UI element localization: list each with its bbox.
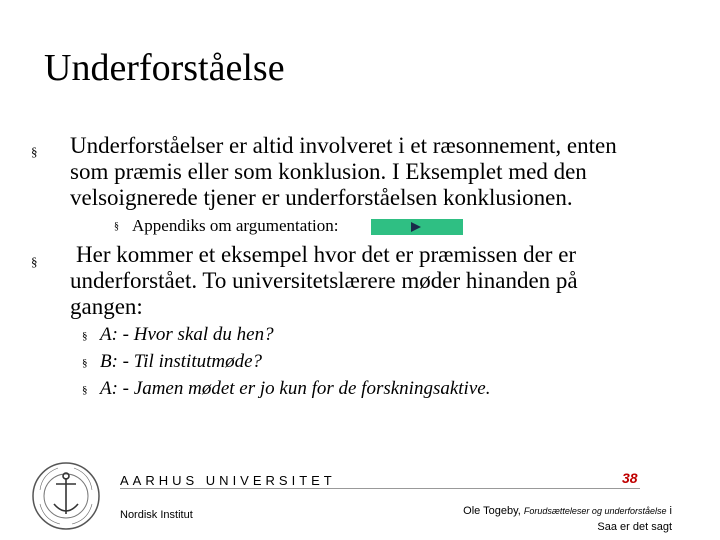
bullet-2-line-3: gangen: [70, 294, 143, 319]
bullet-icon: § [82, 357, 88, 369]
bullet-icon: § [31, 254, 38, 269]
footer-author-block [424, 503, 672, 535]
page-number: 38 [622, 470, 638, 486]
footer-author: Ole Togeby, [463, 505, 521, 517]
bullet-1-line-3: velsoignerede tjener er underforståelsen konklusionen. [70, 185, 573, 210]
bullet-2-line-2: underforstået. To universitetslærere møder hinanden på [70, 268, 578, 293]
bullet-1-line-2: som præmis eller som konklusion. I Eksemplet med den [70, 159, 587, 184]
university-seal-icon [30, 460, 102, 532]
bullet-icon: § [82, 330, 88, 342]
sub-bullet-appendix: Appendiks om argumentation: [132, 216, 339, 235]
footer-university-name: AARHUS UNIVERSITET [120, 473, 336, 488]
footer-divider [120, 488, 640, 489]
bullet-1-line-1: Underforståelser er altid involveret i et ræsonnement, enten [70, 133, 617, 158]
sub-bullet-icon: § [114, 221, 119, 232]
footer-work-title: Forudsætteleser og underforståelse [523, 506, 667, 516]
footer-institute: Nordisk Institut [120, 509, 193, 521]
footer-work-suffix: i [669, 505, 672, 517]
play-arrow-icon [411, 222, 421, 232]
footer-section: Saa er det sagt [597, 521, 672, 533]
appendix-link-button[interactable] [371, 219, 463, 235]
bullet-2-line-1: Her kommer et eksempel hvor det er præmissen der er [76, 242, 577, 267]
bullet-icon: § [31, 144, 38, 159]
slide-title: Underforståelse [44, 47, 285, 89]
dialogue-line-1: A: - Hvor skal du hen? [100, 324, 274, 345]
bullet-icon: § [82, 384, 88, 396]
dialogue-line-2: B: - Til institutmøde? [100, 351, 263, 372]
dialogue-line-3: A: - Jamen mødet er jo kun for de forskningsaktive. [100, 378, 491, 399]
